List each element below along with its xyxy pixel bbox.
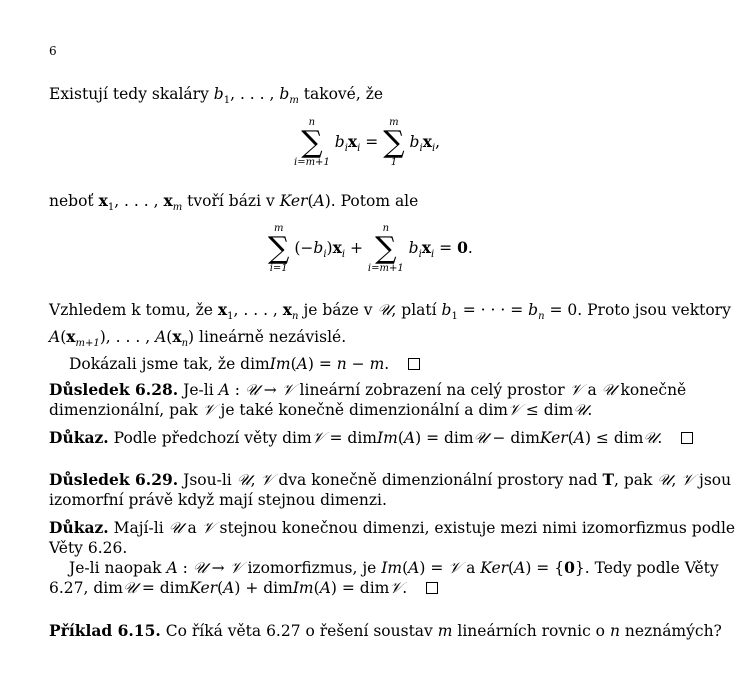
example-6-15: Příklad 6.15. Co říká věta 6.27 o řešení soustav m lineárních rovnic o n neznámých? [49,621,722,640]
corollary-6-29: Důsledek 6.29. Jsou-li 𝒰, 𝒱 dva konečně dimenzionální prostory nad T, pak 𝒰, 𝒱 jsou izomorfní právě když mají stejnou dimenzi. [49,470,732,509]
paragraph-conclusion: Vzhledem k tomu, že $x_1$, . . . , $x_n$ je báze v 𝒰, platí $b_1$ = · · · = $b_n = 0$. Proto jsou vektory $A(x_{m+1})$, . . . , $A(x_n)$ lineárně nezávislé. Dokázali jsme tak, že dimIm(A) = n − m. [49,300,731,373]
paragraph-basis: neboť $x_1$, . . . , $x_m$ tvoří bázi v Ker(A). Potom ale [49,191,419,213]
equation-1: n ∑ i=m+1 $b_ix_i$ = m ∑ 1 $b_ix_i$, [294,117,441,168]
corollary-6-28: Důsledek 6.28. Je-li A : 𝒰 → 𝒱 lineární zobrazení na celý prostor 𝒱 a 𝒰 konečně dimenzionální, pak 𝒱 je také konečně dimenzionální a dim𝒱 ≤ dim𝒰. [49,380,687,419]
equation-2: m ∑ i=1 $(-b_i)x_i$ + n ∑ i=m+1 $b_ix_i = 0$. [268,223,473,274]
qed-square [408,358,420,370]
qed-square [681,432,693,444]
proof-1: Důkaz. Podle předchozí věty dim𝒱 = dimIm(A) = dim𝒰 − dimKer(A) ≤ dim𝒰. [49,428,700,448]
qed-square [426,582,438,594]
intro-line: Existují tedy skaláry $b_1$, . . . , $b_m$ takové, že [49,85,384,106]
proof-2: Důkaz. Mají-li 𝒰 a 𝒱 stejnou konečnou dimenzi, existuje mezi nimi izomorfizmus podle Věty 6.26. Je-li naopak A : 𝒰 → 𝒱 izomorfizmus, je Im(A) = 𝒱 a Ker(A) = {0}. Tedy podle Věty 6.27, dim𝒰 = dimKer(A) + dimIm(A) = dim𝒱. [49,518,736,597]
page-number: 6 [49,44,57,58]
